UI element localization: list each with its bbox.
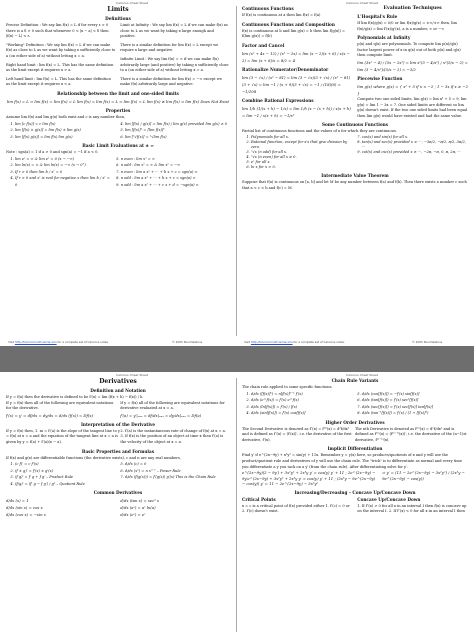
section-title-limits: Limits (107, 6, 129, 13)
properties-heading: Properties (105, 107, 131, 113)
derivative-definition: If y = f(x) then the derivative is defined to be f′(x) = lim (f(x + h) − f(x)) / h. (6, 395, 144, 399)
implicit-steps: e^(2x−9y)(2 − 9y′) + 3x²y² + 2x³y y′ = cos(y) y′ + 11 ; 2e^(2x−9y) − 9y′e^(2x−9y) + 3x²y² + 2x³y y′ = cos(y) y′ + 11 ; (2x³y − 9e^(2x−9y) − cos(y)) y′ = 11 − 2e^(2x−9y) − 3x²y² (242, 470, 376, 487)
ivt-text: Suppose that f(x) is continuous on [a, b] and let M be any number between f(a) and f(b). Then there exists a number c such that a < c < b and f(c) = M. (242, 179, 467, 190)
properties-intro: Assume lim f(x) and lim g(x) both exist and c is any number then, (6, 114, 126, 119)
property-item: 1. lim [c f(x)] = c lim f(x) (15, 121, 116, 128)
basic-limit-item: 5. n even : lim xⁿ = ∞ (121, 156, 230, 163)
continuous-text: If f(x) is continuous at a then lim f(x) = f(a) (242, 13, 321, 17)
footer-suffix: for a complete set of Calculus notes. (293, 340, 345, 344)
chain-item: 6. d/dx (tan[f(x)]) = f′(x) sec²[f(x)] (362, 397, 468, 404)
footer-copyright-left: © 2005 Paul Dawkins (172, 340, 203, 344)
definition-notation-heading: Definition and Notation (90, 388, 146, 393)
notation-text: If y = f(x) then all of the following are equivalent notations for the derivative. (6, 400, 114, 411)
page-derivatives (0, 372, 474, 632)
common-derivatives-heading: Common Derivatives (93, 490, 143, 496)
chain-rule-list (242, 391, 468, 417)
function-item: 6. ln x for x > 0. (251, 165, 353, 170)
chain-item: 5. d/dx (cos[f(x)]) = −f′(x) sin[f(x)] (362, 391, 468, 398)
property-item: 6. lim [ⁿ√f(x)] = ⁿ√lim f(x) (125, 134, 230, 141)
function-item: 1. Polynomials for all x. (251, 135, 353, 140)
properties-list (6, 121, 230, 141)
implicit-result: ⇒ y′ = (11 − 2e^(2x−9y) − 3x²y²) / (2x³y − 9e^(2x−9y) − cos(y)) (382, 470, 465, 481)
section-title-derivatives: Derivatives (99, 378, 137, 385)
formula-item: 4. (f/g)′ = (f′ g − f g′) / g² – Quotient Rule (15, 481, 116, 488)
precise-definition: Precise Definition : We say lim f(x) = L if for every ε > 0 there is a δ > 0 such that whenever 0 < |x − a| < δ then |f(x) − L| < ε. (6, 23, 109, 39)
function-item: 2. Rational function, except for x's that give division by zero. (251, 140, 353, 150)
chain-rule-column (240, 375, 470, 515)
piecewise-heading: Piecewise Function (357, 75, 403, 81)
chain-item: 4. d/dx (sin[f(x)]) = f′(x) cos[f(x)] (251, 410, 353, 417)
critical-points-heading: Critical Points (242, 496, 276, 502)
rationalize-heading: Rationalize Numerator/Denominator (242, 66, 329, 72)
working-definition: "Working" Definition : We say lim f(x) = L if we can make f(x) as close to L as we want by taking x sufficiently close to a (on either side of a) without letting x = a. (6, 42, 116, 58)
chain-item: 1. d/dx ([f(x)]ⁿ) = n[f(x)]ⁿ⁻¹ f′(x) (251, 391, 353, 398)
piecewise-note: Compute two one sided limits, lim g(x) = lim x² + 5 = 9, lim g(x) = lim 1 − 3x = 7. One sided limits are different so lim g(x) doesn't exist. If the two one sided limits had been equal then lim g(x) would have existed and had the same value. (357, 96, 468, 118)
basic-limit-item: 1. lim eˣ = ∞ & lim eˣ = 0 (x → −∞) (15, 156, 112, 163)
formula-item: 6. d/dx (xⁿ) = n xⁿ⁻¹ – Power Rule (125, 468, 230, 475)
header-right: Calculus Cheat Sheet (346, 1, 379, 5)
function-item: 3. ⁿ√x (n odd) for all x. (251, 150, 353, 155)
header-left: Calculus Cheat Sheet (116, 1, 149, 5)
column-divider (236, 378, 237, 632)
function-item: 7. cos(x) and sin(x) for all x. (362, 135, 468, 140)
polynomial-equation: lim (3x² − 4) / (5x − 2x²) = lim x²(3 − 4/x²) / x²(5/x − 2) = lim (3 − 4/x²)/(5/x − 2) = −3/2 (357, 59, 468, 72)
interpretation-block (6, 429, 230, 446)
combine-equation: lim 1/h (1/(x + h) − 1/x) = lim 1/h (x − (x + h)) / x(x + h) = lim −1 / x(x + h) = −1/x² (242, 105, 351, 118)
limits-column (4, 3, 232, 188)
notation-at-a-text: If y = f(x) all of the following are equivalent notations for derivative evaluated at x = a. (120, 400, 225, 411)
chain-item: 2. d/dx (e^f(x)) = f′(x) e^f(x) (251, 397, 353, 404)
critical-points-text: x = c is a critical point of f(x) provided either 1. f′(c) = 0 or 2. f′(c) doesn't exist. (242, 503, 350, 514)
common-functions-heading: Some Continuous Functions (321, 122, 389, 128)
function-item: 5. eˣ for all x. (251, 160, 353, 165)
basic-limit-item: 2. lim ln(x) = ∞ & lim ln(x) = −∞ (x → 0⁺) (15, 162, 112, 169)
column-divider (236, 6, 237, 336)
relationship-equation: lim f(x) = L ⇒ lim f(x) = lim f(x) = L lim f(x) = lim f(x) = L ⇒ lim f(x) = L lim f(x) ≠ lim f(x) ⇒ lim f(x) Does Not Exist (6, 98, 230, 104)
footer-link[interactable]: http://tutorial.math.lamar.edu (14, 340, 57, 344)
derivative-item: d/dx (eˣ) = eˣ (120, 512, 146, 518)
chain-rule-intro: The chain rule applied to some specific functions. (242, 385, 333, 389)
derivatives-column (4, 375, 232, 518)
continuous-heading: Continuous Functions (242, 6, 294, 11)
property-item: 4. lim [f(x) / g(x)] = lim f(x) / lim g(x) provided lim g(x) ≠ 0 (125, 121, 230, 128)
higher-order-block (242, 427, 468, 444)
limit-at-neg-infinity: There is a similar definition for lim f(x) = L except we require x large and negative. (120, 42, 219, 53)
property-item: 3. lim [f(x) g(x)] = lim f(x) lim g(x) (15, 134, 116, 141)
function-item: 9. cot(x) and csc(x) provided x ≠ ···, −2π, −π, 0, π, 2π, ··· (362, 150, 468, 155)
basic-properties-intro: If f(x) and g(x) are differentiable functions (the derivative exists), c and n are any real numbers, (6, 455, 181, 460)
footer-link[interactable]: http://tutorial.math.lamar.edu (250, 340, 293, 344)
chain-item: 8. d/dx (tan⁻¹[f(x)]) = f′(x) / (1 + [f(x)]²) (362, 410, 468, 417)
chain-item: 3. d/dx (ln[f(x)]) = f′(x) / f(x) (251, 404, 353, 411)
formula-item: 7. d/dx (f(g(x))) = f′(g(x)) g′(x) This is the Chain Rule (125, 474, 230, 481)
chain-rule-heading: Chain Rule Variants (331, 378, 379, 383)
common-derivatives-list (6, 497, 230, 518)
evaluation-block (242, 3, 468, 119)
composition-text: f(x) is continuous at b and lim g(x) = b then lim f(g(x)) = f(lim g(x)) = f(b) (242, 28, 346, 39)
footer-prefix: Visit (8, 340, 14, 344)
factor-equation: lim (x² + 4x − 12) / (x² − 2x) = lim (x − 2)(x + 6) / x(x − 2) = lim (x + 6)/x = 8/2 = 4 (242, 50, 350, 63)
header-left: Calculus Cheat Sheet (116, 373, 149, 377)
combine-heading: Combine Rational Expressions (242, 97, 314, 103)
relationship-heading: Relationship between the limit and one-sided limits (57, 90, 179, 96)
formula-item: 5. d/dx (c) = 0 (125, 461, 230, 468)
derivative-item: d/dx (sin x) = cos x (6, 505, 43, 511)
critical-concave-block (242, 497, 468, 515)
derivative-item: d/dx (x) = 1 (6, 498, 29, 504)
property-item: 2. lim [f(x) ± g(x)] = lim f(x) ± lim g(x) (15, 127, 116, 134)
factor-heading: Factor and Cancel (242, 42, 285, 48)
function-item: 4. ⁿ√x (n even) for all x ≥ 0. (251, 155, 353, 160)
definitions-heading: Definitions (105, 16, 131, 21)
basic-limit-item: 9. n odd : lim a xⁿ + ··· + c x + d = −sgn(a) ∞ (121, 182, 230, 189)
header-right: Calculus Cheat Sheet (346, 373, 379, 377)
basic-limits-list (6, 156, 230, 189)
basic-properties-heading: Basic Properties and Formulas (81, 448, 155, 454)
implicit-heading: Implicit Differentiation (327, 446, 383, 452)
rationalize-equation: lim (3 − √x) / (x² − 81) = lim (3 − √x)(3 + √x) / (x² − 81)(3 + √x) = lim −1 / (x + 9)(3 + √x) = −1 / (18)(6) = −1/108 (242, 74, 351, 94)
chain-item: 7. d/dx (sec[f(x)]) = f′(x) sec[f(x)] tan[f(x)] (362, 404, 468, 411)
footer-suffix: for a complete set of Calculus notes. (57, 340, 109, 344)
formula-item: 1. (c f)′ = c f′(x) (15, 461, 116, 468)
lhospital-heading: L'Hospital's Rule (357, 14, 398, 19)
interpretation-heading: Interpretation of the Derivative (80, 421, 156, 427)
formula-item: 3. (f g)′ = f′ g + f g′ – Product Rule (15, 474, 116, 481)
interpretation-slope: If y = f(x) then, 1. m = f′(a) is the slope of the tangent line to y = f(x) at x = a and the equation of the tangent line at x = a is given by y = f(a) + f′(a)(x − a). (6, 428, 120, 444)
concavity-heading: Concave Up/Concave Down (357, 496, 421, 502)
left-hand-limit: Left hand limit : lim f(x) = L. This has the same definition as the limit except it requires x < a. (6, 76, 111, 87)
basic-limit-item: 3. If r > 0 then lim b / xʳ = 0 (15, 169, 112, 176)
neg-infinite-limit: There is a similar definition for lim f(x) = −∞ except we make f(x) arbitrarily large and negative. (120, 76, 222, 87)
basic-limit-item: 7. n even : lim a xⁿ + ··· + b x + c = sgn(a) ∞ (121, 169, 230, 176)
implicit-text: Find y′ if e^(2x−9y) + x³y² = sin(y) + 11x. Remember y = y(x) here, so products/quotients of x and y will use the product/quotient rule and derivatives of y will use the chain rule. The "trick" is to differentiate as normal and every time you differentiate a y you tack on a y′ (from the chain rule). After differentiating solve for y′. (242, 453, 462, 469)
footer-left (8, 340, 109, 344)
notation-block (6, 401, 230, 419)
basic-limit-item: 4. If r > 0 and xʳ is real for negative x then lim b / xʳ = 0 (15, 175, 112, 188)
evaluation-heading: Evaluation Techniques (383, 6, 442, 11)
higher-order-heading: Higher Order Derivatives (325, 419, 385, 425)
polynomial-text: p(x) and q(x) are polynomials. To compute lim p(x)/q(x) factor largest power of x in q(x) out of both p(x) and q(x) then compute limit. (357, 42, 461, 58)
basic-limit-item: 8. n odd : lim a xⁿ + ··· + b x + c = sgn(a) ∞ (121, 175, 230, 182)
implicit-equations (242, 470, 468, 487)
polynomial-heading: Polynomials at Infinity (357, 35, 411, 41)
notation-at-a-equation: f′(a) = y′|ₓ₌ₐ = df/dx|ₓ₌ₐ = dy/dx|ₓ₌ₐ = Df(a) (120, 412, 202, 418)
increasing-decreasing-heading: Increasing/Decreasing – Concave Up/Concave Down (294, 489, 416, 495)
piecewise-equation: lim g(x) where g(x) = { x² + 5 if x < −2 ; 1 − 3x if x ≥ −2 } (357, 83, 468, 96)
derivative-item: d/dx (tan x) = sec² x (120, 498, 160, 504)
basic-properties-list (6, 461, 230, 487)
infinite-limit: Infinite Limit : We say lim f(x) = ∞ if we can make f(x) arbitrarily large (and positive) by taking x sufficiently close to a (on either side of a) without letting x = a. (120, 56, 229, 73)
basic-limit-item: 6. n odd : lim xⁿ = ∞ & lim xⁿ = −∞ (121, 162, 230, 169)
composition-heading: Continuous Functions and Composition (242, 21, 335, 27)
second-derivative-text: The Second Derivative is denoted as f″(x) = f⁽²⁾(x) = d²f/dx² and is defined as f″(x) = (f′(x))′, i.e. the derivative of the first derivative, f′(x). (242, 426, 352, 442)
concavity-text: 1. If f″(x) > 0 for all x in an interval I then f(x) is concave up on the interval I. 2. If f″(x) < 0 for all x in an interval I then (357, 503, 467, 514)
function-item: 8. tan(x) and sec(x) provided x ≠ ···, −3π/2, −π/2, π/2, 3π/2, ··· (362, 140, 468, 150)
property-item: 5. lim [f(x)]ⁿ = [lim f(x)]ⁿ (125, 127, 230, 134)
limit-at-infinity: Limit at Infinity : We say lim f(x) = L if we can make f(x) as close to L as we want by taking x large enough and positive. (120, 23, 228, 39)
basic-limits-note: Note : sgn(a) = 1 if a > 0 and sgn(a) = −1 if a < 0. (6, 150, 99, 155)
interpretation-rate: 2. f′(a) is the instantaneous rate of change of f(x) at x = a. 3. If f(x) is the position of an object at time x then f′(a) is the velocity of the object at x = a. (120, 428, 226, 444)
formula-item: 2. (f ± g)′ = f′(x) ± g′(x) (15, 468, 116, 475)
footer-right (244, 340, 345, 344)
notation-equation: f′(x) = y′ = df/dx = dy/dx = d/dx (f(x)) = Df(x) (6, 412, 93, 418)
footer-copyright-right: © 2005 Paul Dawkins (412, 340, 443, 344)
common-functions-intro: Partial list of continuous functions and the values of x for which they are continuous. (242, 129, 397, 134)
right-hand-limit: Right hand limit : lim f(x) = L. This has the same definition as the limit except it requires x > a. (6, 62, 114, 73)
definitions-block (6, 23, 230, 88)
ivt-heading: Intermediate Value Theorem (321, 172, 389, 178)
evaluation-column (240, 3, 470, 191)
nth-derivative-text: The nth Derivative is denoted as f⁽ⁿ⁾(x) = dⁿf/dxⁿ and is defined as f⁽ⁿ⁾(x) = (f⁽ⁿ⁻¹⁾(x))′, i.e. the derivative of the (n−1)st derivative, f⁽ⁿ⁻¹⁾(x). (354, 426, 467, 442)
basic-limits-heading: Basic Limit Evaluations at ± ∞ (82, 143, 154, 149)
derivative-item: d/dx (cos x) = −sin x (6, 512, 46, 518)
common-functions-list (242, 135, 468, 170)
derivative-item: d/dx (aˣ) = aˣ ln(a) (120, 505, 156, 511)
footer-prefix: Visit (244, 340, 250, 344)
lhospital-text: If lim f(x)/g(x) = 0/0 or lim f(x)/g(x) = ±∞/±∞ then, lim f(x)/g(x) = lim f′(x)/g′(x), a is a number, ∞ or −∞ (357, 21, 457, 31)
